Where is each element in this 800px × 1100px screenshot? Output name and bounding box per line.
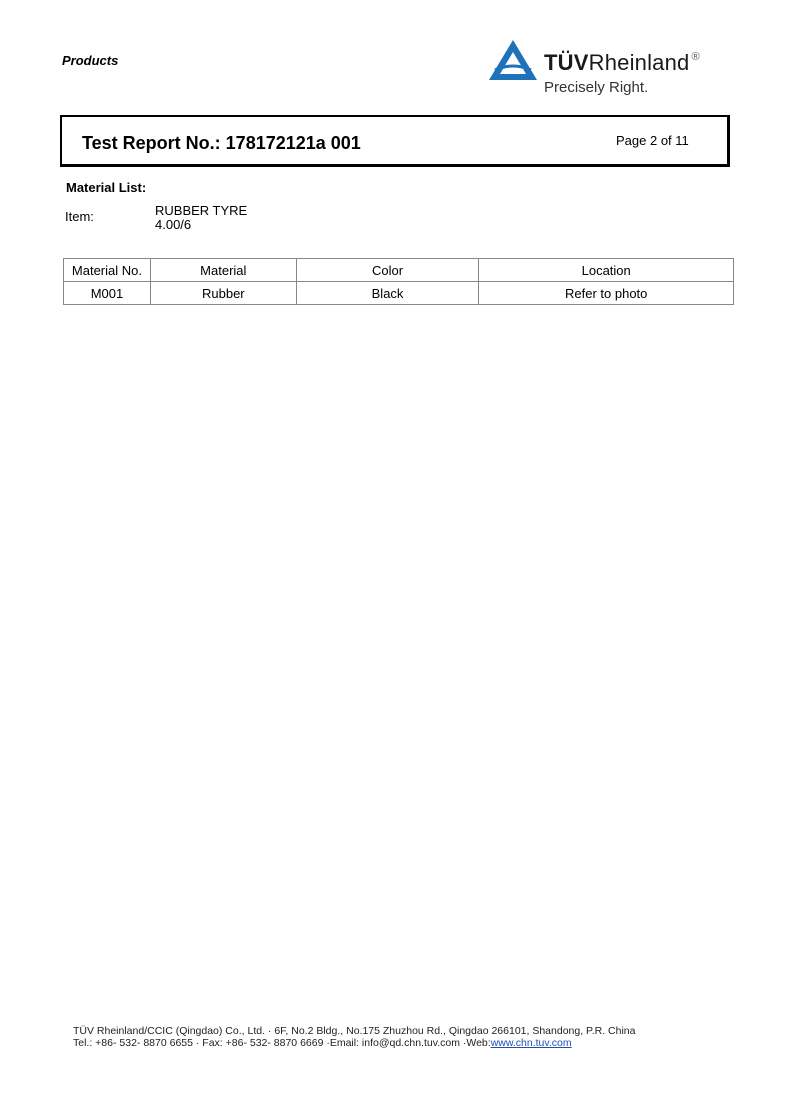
column-header-material-no: Material No. (64, 259, 151, 282)
item-value (155, 204, 247, 232)
footer-contact-text: Tel.: +86- 532- 8870 6655 · Fax: +86- 532- 8870 6669 ·Email: info@qd.chn.tuv.com ·Web: (73, 1037, 491, 1049)
column-header-color: Color (296, 259, 479, 282)
cell-color: Black (296, 282, 479, 305)
column-header-location: Location (479, 259, 734, 282)
brand-name (544, 50, 700, 76)
column-header-material: Material (150, 259, 296, 282)
item-value-line-1: RUBBER TYRE (155, 203, 248, 218)
tuv-rheinland-logo (487, 38, 727, 100)
section-label: Products (62, 53, 119, 68)
page-footer (73, 1025, 635, 1049)
footer-address: TÜV Rheinland/CCIC (Qingdao) Co., Ltd. · 6F, No.2 Bldg., No.175 Zhuzhou Rd., Qingdao 266101, Shandong, P.R. China (73, 1025, 636, 1037)
registered-mark: ® (691, 51, 700, 63)
triangle-logo-icon (487, 38, 539, 82)
footer-contact (73, 1037, 635, 1049)
brand-name-rest: Rheinland (588, 50, 690, 75)
table-header-row (64, 259, 734, 282)
brand-tagline: Precisely Right. (544, 79, 649, 96)
cell-material: Rubber (150, 282, 296, 305)
cell-material-no: M001 (64, 282, 151, 305)
table-row (64, 282, 734, 305)
report-title: Test Report No.: 178172121a 001 (82, 133, 361, 153)
material-table (63, 258, 734, 305)
brand-name-bold: TÜV (544, 50, 589, 75)
item-label: Item: (65, 209, 94, 224)
cell-location: Refer to photo (479, 282, 734, 305)
report-header-box (60, 115, 730, 167)
material-list-heading: Material List: (66, 180, 147, 195)
item-value-line-2: 4.00/6 (155, 217, 192, 232)
page-number: Page 2 of 11 (616, 133, 689, 148)
footer-web-link[interactable]: www.chn.tuv.com (490, 1037, 572, 1049)
